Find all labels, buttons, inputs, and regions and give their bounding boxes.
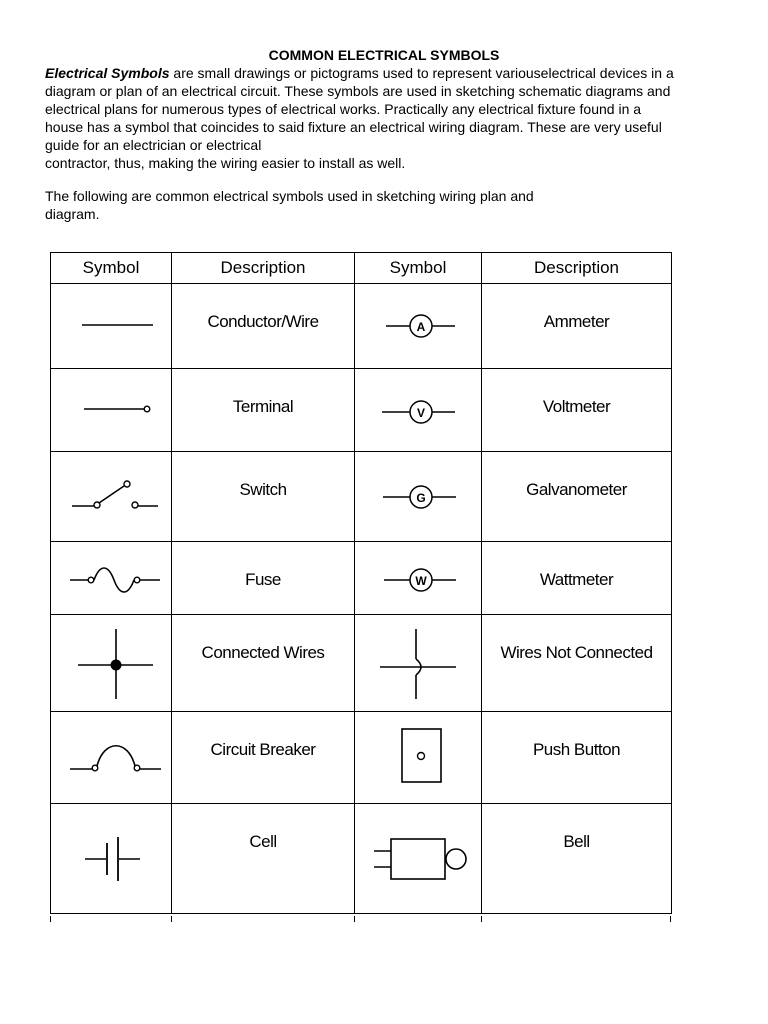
symbol-cell <box>355 712 482 804</box>
following-line: The following are common electrical symbols used in sketching wiring plan and <box>45 188 534 204</box>
description-cell: Switch <box>172 452 355 542</box>
fuse-symbol-icon <box>56 556 166 600</box>
table-row <box>51 284 672 369</box>
description-cell: Push Button <box>482 712 672 804</box>
symbol-letter: G <box>416 490 426 505</box>
symbol-letter: W <box>415 574 427 588</box>
cell-symbol-icon <box>56 829 166 889</box>
symbol-cell <box>51 369 172 452</box>
table-header-row <box>51 253 672 284</box>
table-border-tail <box>50 916 671 922</box>
description-cell: Wires Not Connected <box>482 615 672 712</box>
push-button-symbol-icon <box>358 726 478 790</box>
symbol-cell <box>51 804 172 914</box>
intro-paragraph <box>45 64 735 172</box>
header-symbol: Symbol <box>355 253 482 284</box>
symbol-cell <box>355 804 482 914</box>
symbol-cell <box>51 452 172 542</box>
following-line: diagram. <box>45 206 100 222</box>
switch-symbol-icon <box>56 472 166 522</box>
header-symbol: Symbol <box>51 253 172 284</box>
table-row <box>51 369 672 452</box>
description-cell: Fuse <box>172 542 355 615</box>
symbol-cell <box>355 452 482 542</box>
symbol-cell <box>355 284 482 369</box>
symbols-table <box>50 252 672 914</box>
connected-wires-symbol-icon <box>56 623 166 703</box>
document-title: COMMON ELECTRICAL SYMBOLS <box>268 47 500 63</box>
symbol-cell <box>355 369 482 452</box>
table-row <box>51 712 672 804</box>
description-cell: Bell <box>482 804 672 914</box>
table-row <box>51 804 672 914</box>
table-row <box>51 542 672 615</box>
description-cell: Ammeter <box>482 284 672 369</box>
symbol-letter: A <box>416 320 426 334</box>
description-cell: Terminal <box>172 369 355 452</box>
symbol-cell <box>51 712 172 804</box>
symbol-cell <box>51 284 172 369</box>
conductor-wire-symbol-icon <box>56 306 166 346</box>
intro-line: house has a symbol that coincides to said fixture an electrical wiring diagram. These are very useful <box>45 119 662 135</box>
description-cell: Galvanometer <box>482 452 672 542</box>
intro-line: electrical plans for numerous types of electrical works. Practically any electrical fixture found in a <box>45 101 642 117</box>
intro-line: are small drawings or pictograms used to represent variouselectrical devices in a <box>169 65 674 81</box>
table-row <box>51 615 672 712</box>
intro-line: guide for an electrician or electrical <box>45 137 262 153</box>
intro-line: contractor, thus, making the wiring easier to install as well. <box>45 155 406 171</box>
description-cell: Voltmeter <box>482 369 672 452</box>
header-description: Description <box>482 253 672 284</box>
header-description: Description <box>172 253 355 284</box>
galvanometer-symbol-icon <box>358 477 478 517</box>
wires-not-connected-symbol-icon <box>358 623 478 703</box>
description-cell: Cell <box>172 804 355 914</box>
wattmeter-symbol-icon <box>358 558 478 598</box>
bell-symbol-icon <box>358 829 478 889</box>
symbol-cell <box>51 615 172 712</box>
symbol-cell <box>355 615 482 712</box>
circuit-breaker-symbol-icon <box>56 733 166 783</box>
description-cell: Conductor/Wire <box>172 284 355 369</box>
description-cell: Circuit Breaker <box>172 712 355 804</box>
symbol-cell <box>51 542 172 615</box>
terminal-symbol-icon <box>56 390 166 430</box>
voltmeter-symbol-icon <box>358 390 478 430</box>
following-paragraph <box>45 187 605 223</box>
symbol-letter: V <box>416 406 426 420</box>
ammeter-symbol-icon <box>358 306 478 346</box>
description-cell: Wattmeter <box>482 542 672 615</box>
table-row <box>51 452 672 542</box>
symbol-cell <box>355 542 482 615</box>
description-cell: Connected Wires <box>172 615 355 712</box>
intro-line: diagram or plan of an electrical circuit. These symbols are used in sketching schematic diagrams and <box>45 83 671 99</box>
intro-lead-term: Electrical Symbols <box>45 65 170 81</box>
